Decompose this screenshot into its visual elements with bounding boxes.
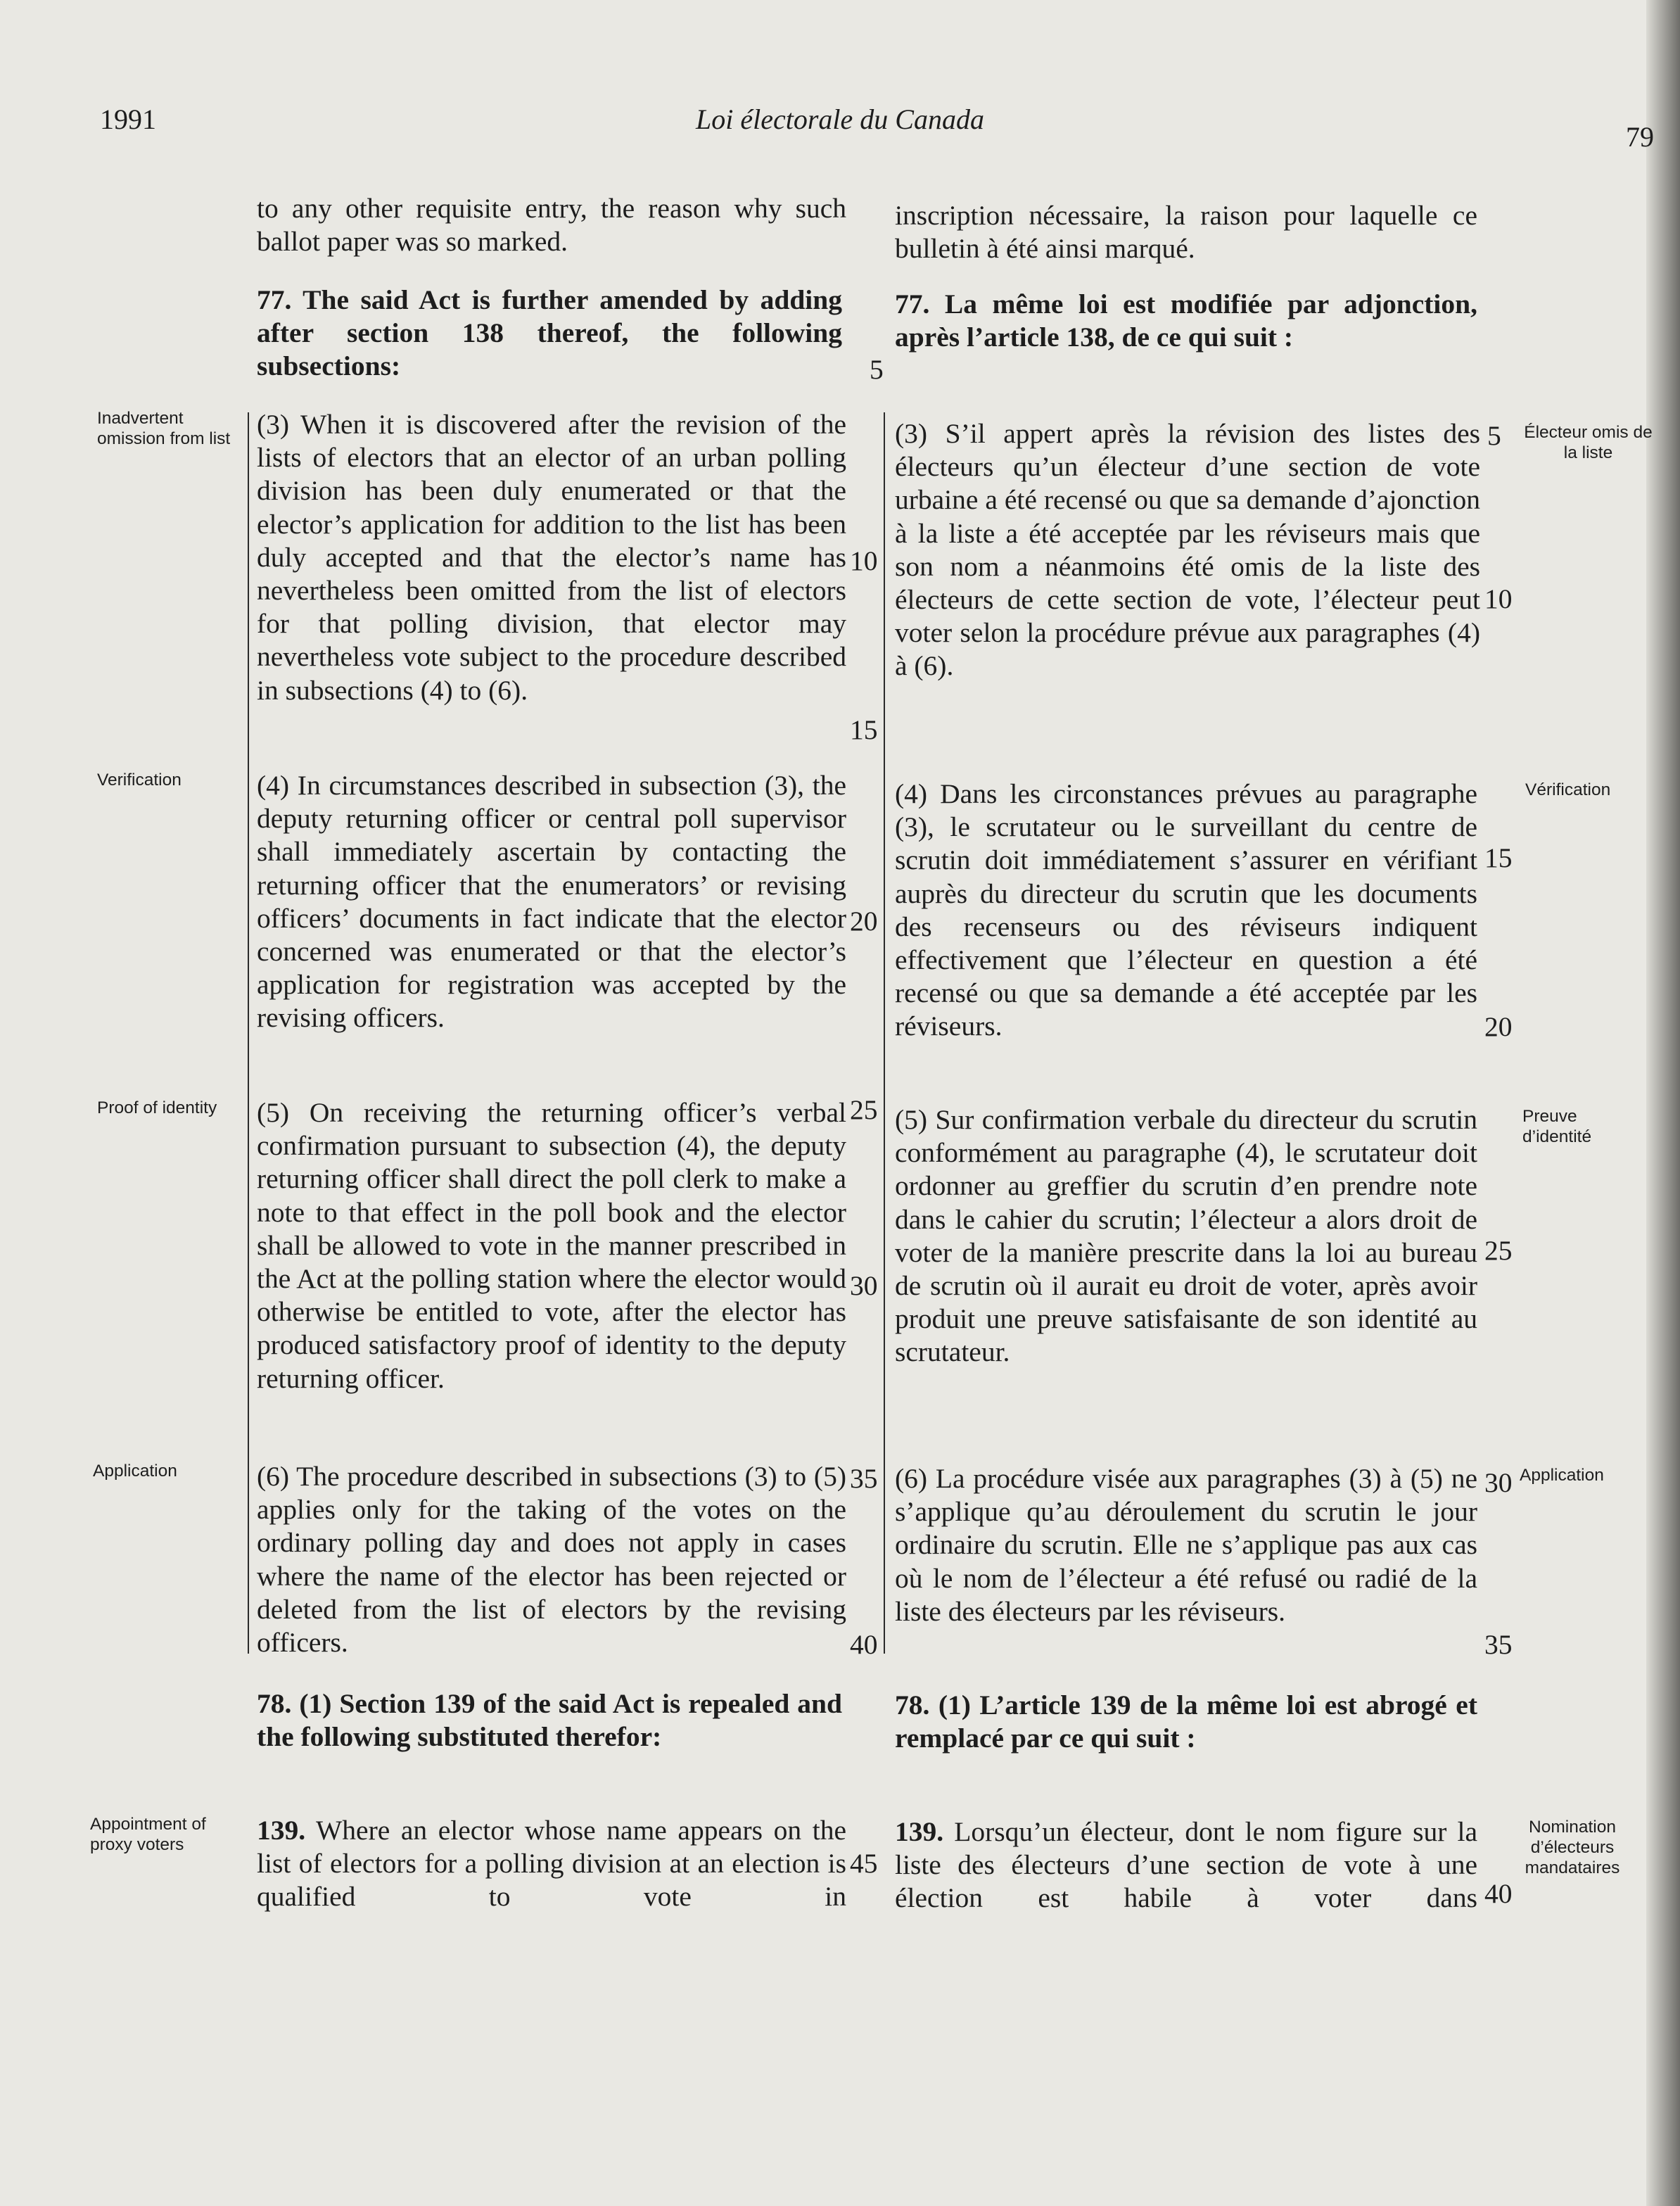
fr-section-139	[895, 1815, 1477, 1915]
margin-note-appointment: Appointment of proxy voters	[90, 1815, 206, 1854]
line-number-fr: 25	[1484, 1235, 1513, 1266]
en-section-78: 78. (1) Section 139 of the said Act is repealed and the following substituted therefor:	[257, 1688, 842, 1753]
en-section-77: 77. The said Act is further amended by adding after section 138 thereof, the following subsections:	[257, 284, 842, 382]
margin-note-verification: Verification	[97, 771, 182, 790]
line-number-en: 35	[850, 1463, 878, 1494]
line-number-en: 40	[850, 1629, 878, 1660]
line-number-en: 15	[850, 714, 878, 745]
margin-note-nomination: Nomination d’électeurs mandataires	[1525, 1818, 1620, 1877]
fr-subsection-4: (4) Dans les circonstances prévues au paragraphe (3), le scrutateur ou le surveillant du centre de scrutin doit immédiatement s’assurer en vérifiant auprès du directeur du scrutin que les documents des recenseurs ou des réviseurs indiquent effectivement que l’électeur en question a été recensé ou que sa demande a été acceptée par les réviseurs.	[895, 778, 1477, 1042]
line-number-fr: 15	[1484, 842, 1513, 873]
en-continuation: to any other requisite entry, the reason why such ballot paper was so marked.	[257, 193, 846, 258]
en-subsection-6: (6) The procedure described in subsections (3) to (5) applies only for the taking of the votes on the ordinary polling day and does not apply in cases where the name of the elector has been rejected or deleted from the list of electors by the revising officers.	[257, 1461, 846, 1659]
fr-subsection-5: (5) Sur confirmation verbale du directeur du scrutin conformément au paragraphe (4), le scrutateur doit ordonner au greffier du scrutin d’en prendre note dans le cahier du scrutin; l’électeur a alors droit de voter de la manière prescrite dans la loi au bureau de scrutin où il aurait eu droit de voter, après avoir produit une preuve satisfaisante de son identité au scrutateur.	[895, 1104, 1477, 1368]
fr-subsection-3: (3) S’il appert après la révision des listes des électeurs qu’un électeur d’une section de vote urbaine a été recensé ou que sa demande d’ajonction à la liste a été acceptée par les réviseurs mais que son nom a néanmoins été omis de la liste des électeurs de cette section de vote, l’électeur peut voter selon la procédure prévue aux paragraphes (4) à (6).	[895, 418, 1480, 682]
header-title: Loi électorale du Canada	[696, 103, 984, 135]
line-number-en: 30	[850, 1270, 878, 1301]
margin-note-application: Application	[93, 1462, 177, 1481]
line-number-fr: 5	[1487, 420, 1501, 451]
margin-note-application-fr: Application	[1520, 1466, 1604, 1485]
fr-section-139-number: 139.	[895, 1816, 944, 1847]
en-section-139-number: 139.	[257, 1815, 306, 1846]
en-subsection-4: (4) In circumstances described in subsection (3), the deputy returning officer or central poll supervisor shall immediately ascertain by contacting the returning officer that the enumerators’ or revising officers’ documents in fact indicate that the elector concerned was enumerated or that the elector’s application for registration was accepted by the revising officers.	[257, 770, 846, 1034]
fr-section-77: 77. La même loi est modifiée par adjonction, après l’article 138, de ce qui suit :	[895, 289, 1477, 353]
line-number-fr: 40	[1484, 1878, 1513, 1909]
line-number-fr: 20	[1484, 1011, 1513, 1042]
line-number-fr: 35	[1484, 1629, 1513, 1660]
fr-subsection-6: (6) La procédure visée aux paragraphes (3) à (5) ne s’applique qu’au déroulement du scrutin le jour ordinaire du scrutin. Elle ne s’applique pas aux cas où le nom de l’électeur a été refusé ou radié de la liste des électeurs par les réviseurs.	[895, 1463, 1477, 1627]
en-subsection-5: (5) On receiving the returning officer’s verbal confirmation pursuant to subsection (4), the deputy returning officer shall direct the poll clerk to make a note to that effect in the poll book and the elector shall be allowed to vote in the manner prescribed in the Act at the polling station where the elector would otherwise be entitled to vote, after the elector has produced satisfactory proof of identity to the deputy returning officer.	[257, 1097, 846, 1394]
fr-section-139-text: Lorsqu’un électeur, dont le nom figure sur la liste des électeurs d’une section de vote à une élection est habile à voter dans	[895, 1816, 1477, 1914]
margin-note-inadvertent: Inadvertent omission from list	[97, 409, 231, 448]
line-number-fr: 10	[1484, 583, 1513, 614]
margin-note-preuve: Preuve d’identité	[1522, 1107, 1592, 1146]
page-edge-shadow	[1646, 0, 1680, 2206]
margin-note-proof: Proof of identity	[97, 1098, 217, 1117]
en-subsection-3: (3) When it is discovered after the revision of the lists of electors that an elector of an urban polling division has been duly enumerated or that the elector’s application for addition to the list has been duly accepted and that the elector’s name has nevertheless been omitted from the list of electors for that polling division, that elector may nevertheless vote subject to the procedure described in subsections (4) to (6).	[257, 409, 846, 706]
margin-note-verification-fr: Vérification	[1525, 780, 1611, 799]
column-rule-left	[248, 412, 249, 1654]
line-number-en: 25	[850, 1094, 878, 1125]
fr-section-78: 78. (1) L’article 139 de la même loi est abrogé et remplacé par ce qui suit :	[895, 1690, 1477, 1754]
en-section-139-text: Where an elector whose name appears on the list of electors for a polling division at an election is qualified to vote in	[257, 1815, 846, 1913]
header-year: 1991	[100, 103, 156, 135]
margin-note-electeur-omis: Électeur omis de la liste	[1524, 423, 1653, 462]
line-number-fr: 30	[1484, 1467, 1513, 1498]
line-number-en: 10	[850, 545, 878, 576]
page-number: 79	[1626, 121, 1654, 153]
fr-continuation: inscription nécessaire, la raison pour laquelle ce bulletin à été ainsi marqué.	[895, 200, 1477, 265]
line-number-en: 5	[870, 354, 884, 385]
line-number-en: 45	[850, 1848, 878, 1879]
line-number-en: 20	[850, 906, 878, 937]
en-section-139	[257, 1814, 846, 1914]
column-rule-middle	[884, 412, 885, 1654]
